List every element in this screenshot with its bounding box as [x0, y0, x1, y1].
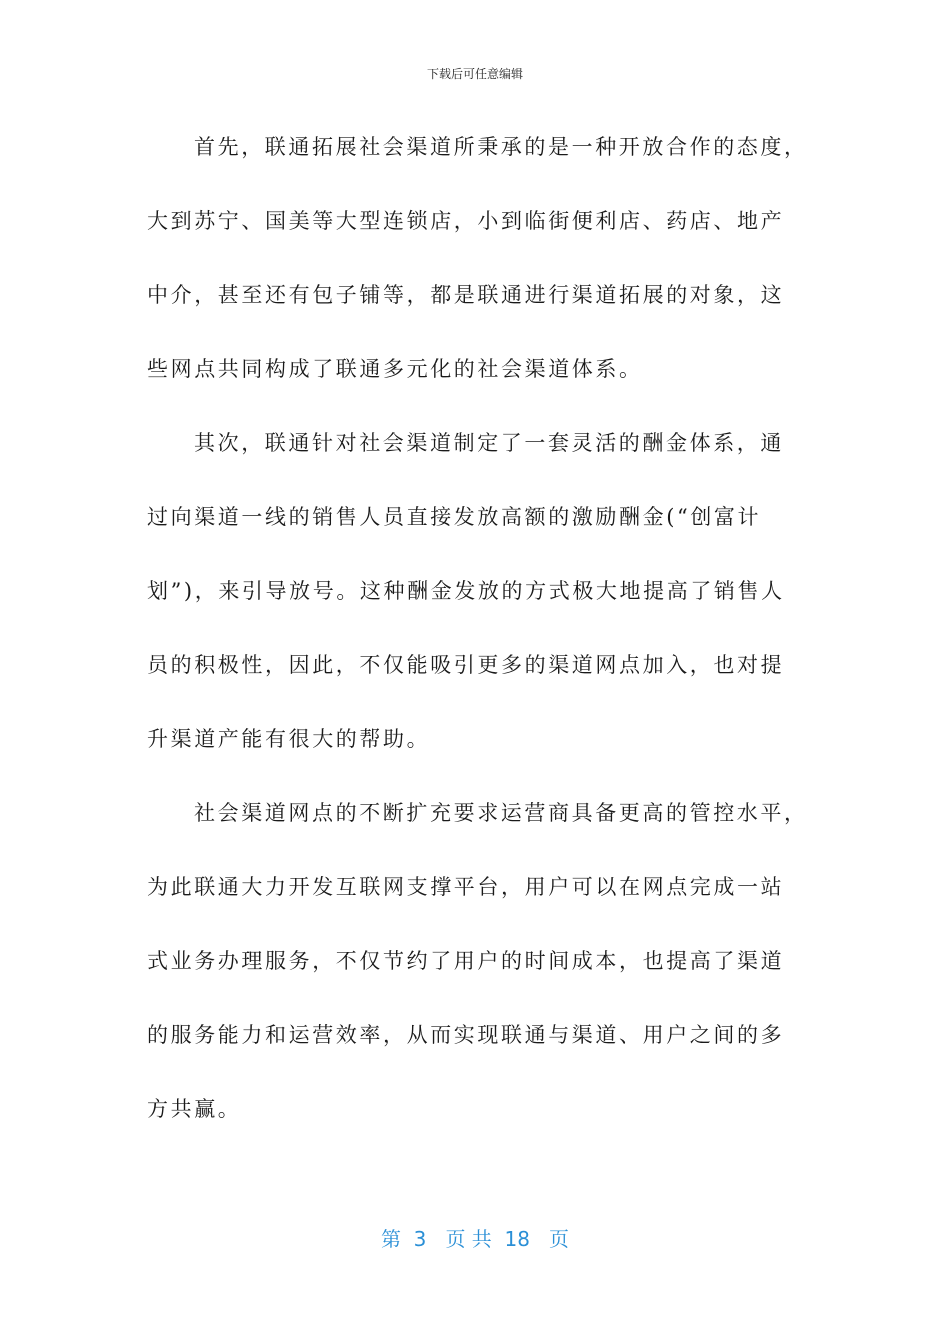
- text-line: 其次，联通针对社会渠道制定了一套灵活的酬金体系，通: [194, 431, 784, 455]
- text-line: 首先，联通拓展社会渠道所秉承的是一种开放合作的态度，: [194, 135, 808, 159]
- text-line: 升渠道产能有很大的帮助。: [147, 727, 431, 751]
- text-line: 的服务能力和运营效率，从而实现联通与渠道、用户之间的多: [147, 1023, 785, 1047]
- text-line: 些网点共同构成了联通多元化的社会渠道体系。: [147, 357, 643, 381]
- paragraph-1: [147, 127, 807, 423]
- text-line: 员的积极性，因此，不仅能吸引更多的渠道网点加入，也对提: [147, 653, 785, 677]
- text-line: 中介，甚至还有包子铺等，都是联通进行渠道拓展的对象，这: [147, 283, 785, 307]
- text-line: 过向渠道一线的销售人员直接发放高额的激励酬金(“创富计: [147, 505, 762, 529]
- paragraph-3: [147, 793, 807, 1163]
- page-number-footer: 第 3 页 共 18 页: [380, 1227, 570, 1251]
- paragraph-2: [147, 423, 807, 793]
- text-line: 划”)，来引导放号。这种酬金发放的方式极大地提高了销售人: [147, 579, 785, 603]
- text-line: 社会渠道网点的不断扩充要求运营商具备更高的管控水平，: [194, 801, 808, 825]
- text-line: 式业务办理服务，不仅节约了用户的时间成本，也提高了渠道: [147, 949, 785, 973]
- text-line: 大到苏宁、国美等大型连锁店，小到临街便利店、药店、地产: [147, 209, 785, 233]
- text-line: 为此联通大力开发互联网支撑平台，用户可以在网点完成一站: [147, 875, 785, 899]
- body-text: [147, 127, 807, 1163]
- text-line: 方共赢。: [147, 1097, 242, 1121]
- header-note: 下载后可任意编辑: [426, 67, 523, 81]
